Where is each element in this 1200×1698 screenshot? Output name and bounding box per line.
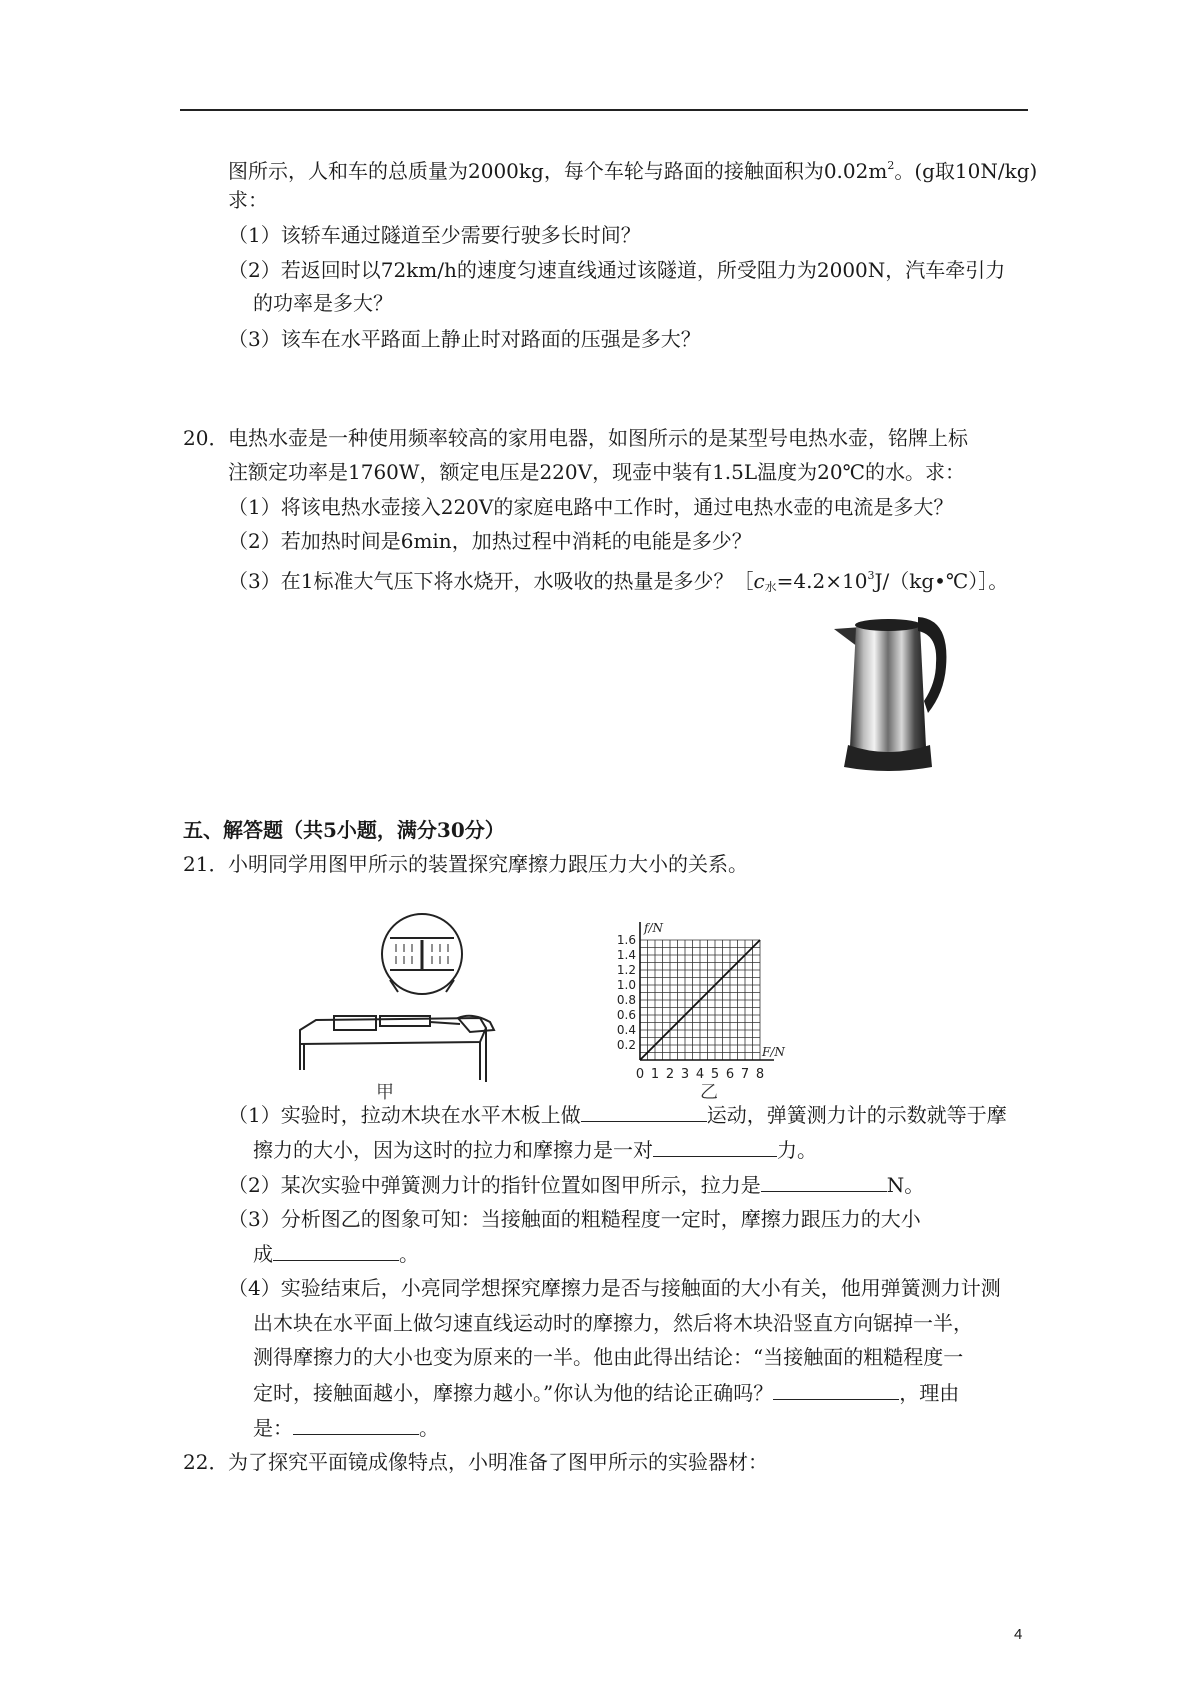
chart-x-tick-label: 7 [740,1067,750,1082]
q21-number: 21． [183,852,229,876]
q21-part4-line1: （4）实验结束后，小亮同学想探究摩擦力是否与接触面的大小有关，他用弹簧测力计测 [228,1276,1001,1300]
chart-x-tick-label: 2 [665,1067,675,1082]
chart-y-tick-label: 0.6 [616,1008,636,1022]
q21-part3-line2: 成 。 [253,1242,419,1266]
q19-intro-line2: 求： [228,188,268,212]
chart-y-axis-label: f/N [644,921,663,935]
chart-x-axis-label: F/N [762,1045,785,1059]
chart-y-tick-label: 1.0 [616,978,636,992]
chart-y-tick-label: 1.4 [616,948,636,962]
q21-part4-line2: 出木块在水平面上做匀速直线运动时的摩擦力，然后将木块沿竖直方向锯掉一半， [253,1311,973,1335]
q20-line1: 电热水壶是一种使用频率较高的家用电器，如图所示的是某型号电热水壶，铭牌上标 [228,426,968,450]
q19-part2-line1: （2）若返回时以72km/h的速度匀速直线通过该隧道，所受阻力为2000N，汽车牵引力 [228,258,1006,282]
q21-blank-1[interactable] [581,1101,707,1122]
electric-kettle-image [828,597,948,773]
chart-x-tick-label: 8 [755,1067,765,1082]
q21-blank-6[interactable] [293,1414,419,1435]
q19-part2-line2: 的功率是多大？ [253,291,393,315]
q21-part4-line4: 定时，接触面越小，摩擦力越小。”你认为他的结论正确吗？ ，理由 [253,1381,960,1405]
chart-x-tick-label: 6 [725,1067,735,1082]
spring-scale-apparatus-figure [290,910,520,1100]
chart-y-tick-label: 0.2 [616,1038,636,1052]
chart-y-tick-label: 0.8 [616,993,636,1007]
q19-part1: （1）该轿车通过隧道至少需要行驶多长时间？ [228,223,641,247]
q21-blank-4[interactable] [273,1240,399,1261]
q20-number: 20． [183,426,229,450]
chart-y-tick-label: 1.6 [616,933,636,947]
q21-blank-2[interactable] [653,1136,777,1157]
q21-part4-line3: 测得摩擦力的大小也变为原来的一半。他由此得出结论：“当接触面的粗糙程度一 [253,1345,964,1369]
figure-yi-label: 乙 [700,1082,718,1100]
q21-blank-3[interactable] [761,1171,887,1192]
q21-line1: 小明同学用图甲所示的装置探究摩擦力跟压力大小的关系。 [228,852,748,876]
q21-part2: （2）某次实验中弹簧测力计的指针位置如图甲所示，拉力是 N。 [228,1173,925,1197]
q21-part1-line2: 擦力的大小，因为这时的拉力和摩擦力是一对 力。 [253,1138,817,1162]
q19-intro-line1: 图所示，人和车的总质量为2000kg，每个车轮与路面的接触面积为$0.02m^2$。(g取10N/kg) [228,159,1038,183]
figure-jia-label: 甲 [376,1082,394,1100]
chart-y-tick-label: 0.4 [616,1023,636,1037]
chart-x-tick-label: 5 [710,1067,720,1082]
q20-line2: 注额定功率是1760W，额定电压是220V，现壶中装有1.5L温度为20℃的水。求： [228,460,965,484]
friction-force-chart [610,910,810,1100]
section-5-title: 五、解答题（共5小题，满分30分） [183,818,505,842]
header-rule [180,109,1028,111]
chart-x-tick-label: 1 [650,1067,660,1082]
chart-y-tick-label: 1.2 [616,963,636,977]
q21-part1-line1: （1）实验时，拉动木块在水平木板上做 运动，弹簧测力计的示数就等于摩 [228,1103,1007,1127]
q21-blank-5[interactable] [773,1379,899,1400]
chart-x-tick-label: 0 [635,1067,645,1082]
chart-x-tick-label: 3 [680,1067,690,1082]
page-number: 4 [1014,1626,1023,1643]
chart-x-tick-label: 4 [695,1067,705,1082]
q20-part1: （1）将该电热水壶接入220V的家庭电路中工作时，通过电热水壶的电流是多大？ [228,495,954,519]
q19-part3: （3）该车在水平路面上静止时对路面的压强是多大？ [228,327,701,351]
q20-part2: （2）若加热时间是6min，加热过程中消耗的电能是多少？ [228,529,752,553]
q21-part4-line5: 是： 。 [253,1416,439,1440]
q20-part3: （3）在1标准大气压下将水烧开，水吸收的热量是多少？$[c_水=4.2\times 10^3J/(kg•℃)]$。 [228,569,1009,594]
q22-number: 22． [183,1450,229,1474]
q22-line1: 为了探究平面镜成像特点，小明准备了图甲所示的实验器材： [228,1450,768,1474]
q21-part3-line1: （3）分析图乙的图象可知：当接触面的粗糙程度一定时，摩擦力跟压力的大小 [228,1207,921,1231]
